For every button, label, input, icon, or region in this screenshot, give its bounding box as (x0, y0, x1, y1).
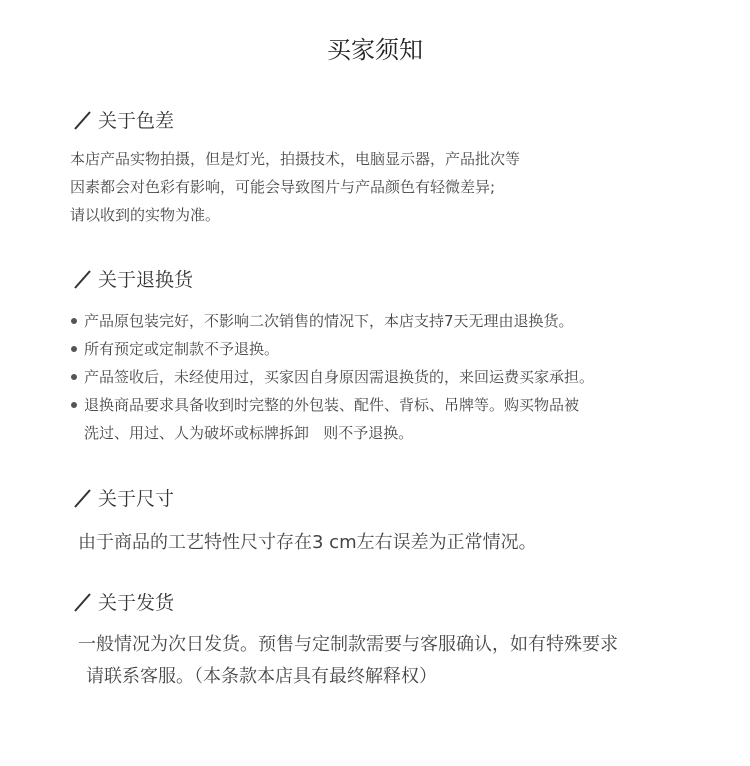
list-item-text: 所有预定或定制款不予退换。 (84, 340, 280, 358)
list-item (70, 307, 594, 335)
text-line: 请以收到的实物为准。 (70, 206, 221, 224)
text-line: 本店产品实物拍摄，但是灯光，拍摄技术，电脑显示器，产品批次等 (70, 150, 521, 168)
list-item-continuation: 洗过、用过、人为破坏或标牌拆卸 则不予退换。 (84, 424, 414, 442)
returns-list (70, 307, 594, 447)
text-line: 一般情况为次日发货。预售与定制款需要与客服确认，如有特殊要求 (78, 634, 618, 655)
list-item (70, 335, 594, 363)
section-heading-shipping (72, 588, 174, 615)
section-heading-label: 关于发货 (98, 592, 175, 614)
section-heading-label: 关于色差 (98, 110, 175, 132)
section-heading-label: 关于退换货 (98, 269, 194, 291)
list-item (70, 391, 594, 447)
text-line: 请联系客服。（本条款本店具有最终解释权） (86, 666, 437, 687)
text-line: 因素都会对色彩有影响，可能会导致图片与产品颜色有轻微差异; (70, 178, 496, 196)
bullet-dot-icon (71, 346, 77, 352)
section-heading-label: 关于尺寸 (98, 488, 175, 510)
text-line: 由于商品的工艺特性尺寸存在3 cm左右误差为正常情况。 (78, 532, 537, 553)
slash-icon (72, 268, 94, 290)
shipping-text (78, 629, 618, 693)
size-text (78, 527, 537, 559)
list-item-text: 退换商品要求具备收到时完整的外包装、配件、背标、吊牌等。购买物品被 (84, 396, 580, 414)
section-heading-returns (72, 265, 193, 292)
bullet-dot-icon (71, 318, 77, 324)
section-heading-color-difference (72, 106, 174, 133)
slash-icon (72, 487, 94, 509)
section-heading-size (72, 484, 174, 511)
bullet-dot-icon (71, 374, 77, 380)
slash-icon (72, 109, 94, 131)
page-title: 买家须知 (327, 36, 423, 64)
bullet-dot-icon (71, 402, 77, 408)
color-difference-text (70, 145, 520, 229)
list-item-text: 产品原包装完好，不影响二次销售的情况下，本店支持7天无理由退换货。 (84, 312, 574, 330)
list-item-text: 产品签收后，未经使用过，买家因自身原因需退换货的，来回运费买家承担。 (84, 368, 595, 386)
slash-icon (72, 591, 94, 613)
list-item (70, 363, 594, 391)
